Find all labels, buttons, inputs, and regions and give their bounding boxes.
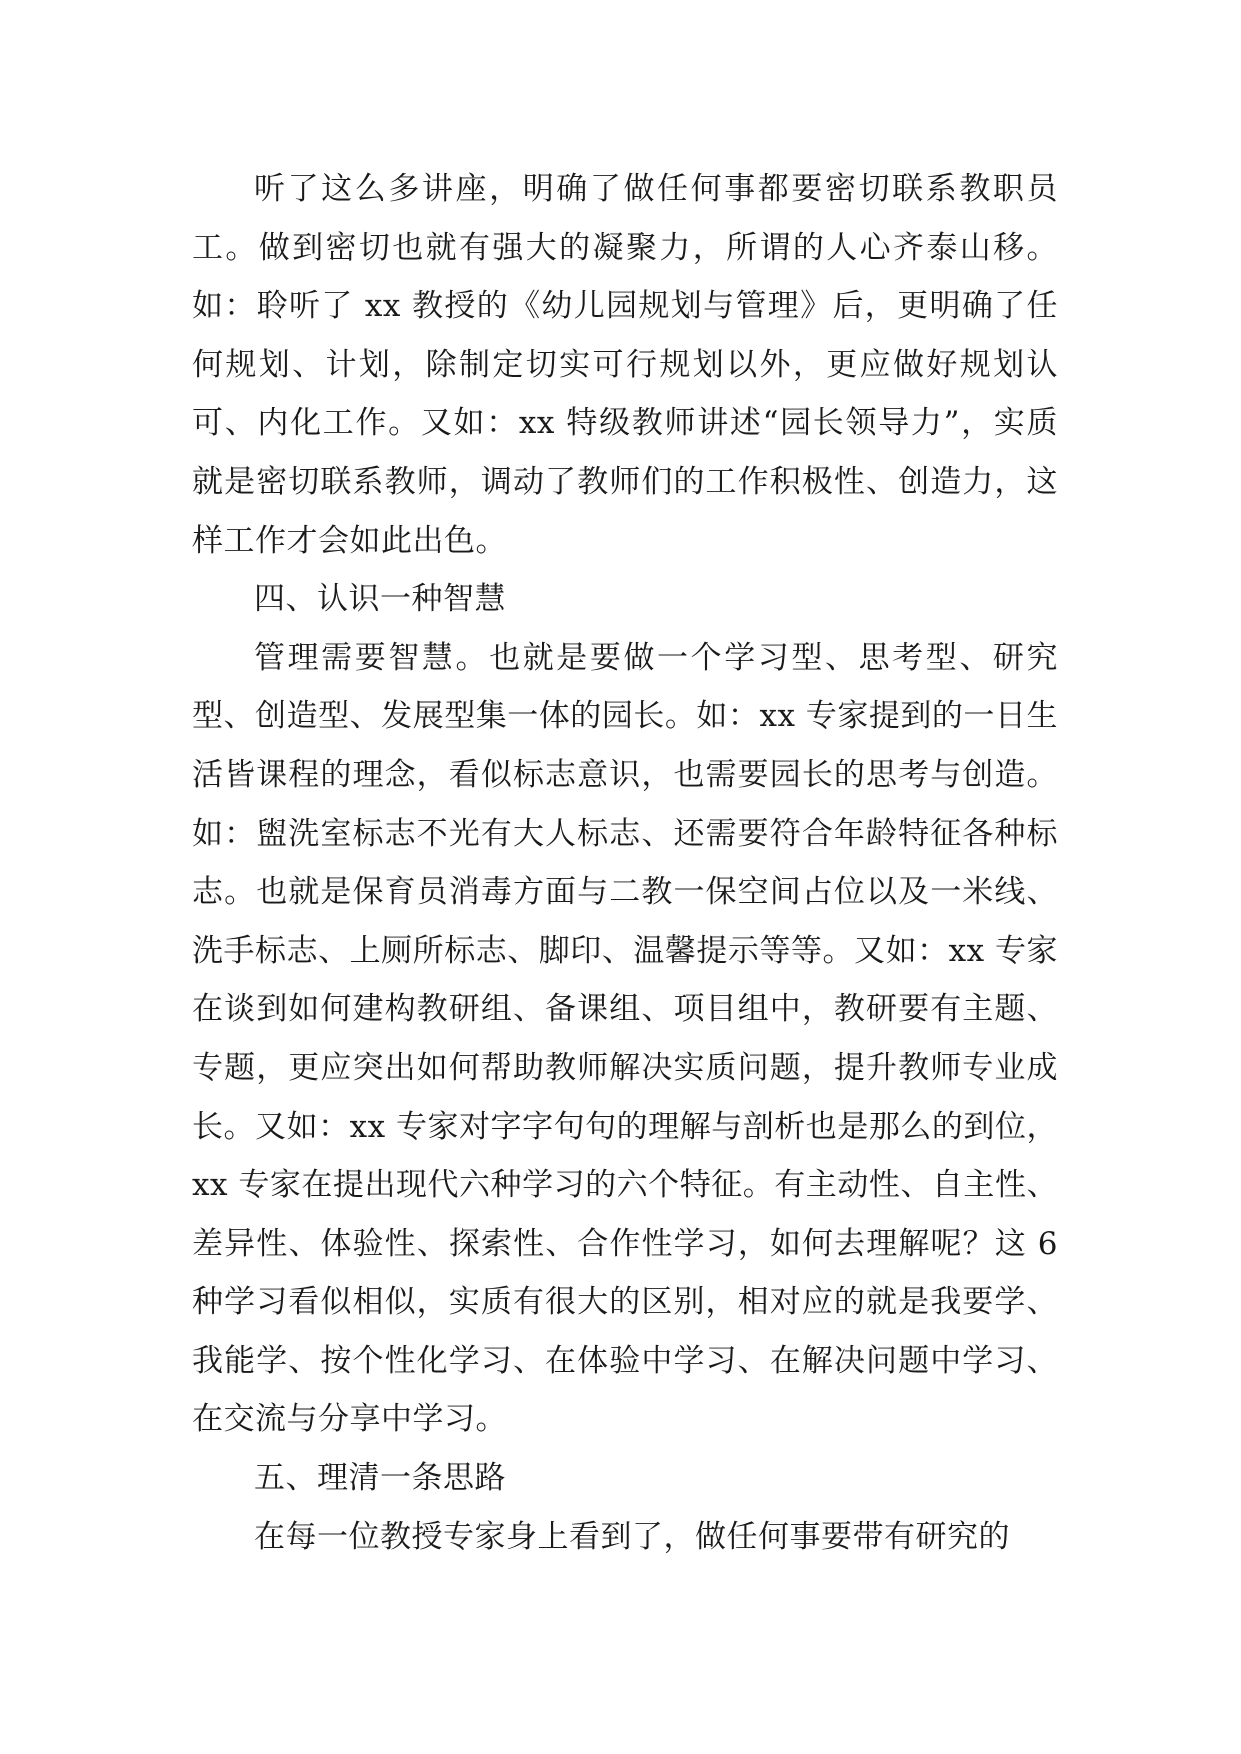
paragraph-close-contact: 听了这么多讲座，明确了做任何事都要密切联系教职员工。做到密切也就有强大的凝聚力，所谓的人心齐泰山移。如：聆听了 xx 教授的《幼儿园规划与管理》后，更明确了任何规划、计划，除制定切实可行规划以外，更应做好规划认可、内化工作。又如：xx 特级教师讲述“园长领导力”，实质就是密切联系教师，调动了教师们的工作积极性、创造力，这样工作才会如此出色。 xyxy=(192,171,1058,559)
paragraph-research-attitude: 在每一位教授专家身上看到了，做任何事要带有研究的 xyxy=(254,1518,1010,1555)
section-heading-wisdom: 四、认识一种智慧 xyxy=(254,581,506,618)
section-heading-clear-thinking: 五、理清一条思路 xyxy=(254,1460,506,1497)
document-body xyxy=(192,160,1058,1566)
paragraph-management-wisdom: 管理需要智慧。也就是要做一个学习型、思考型、研究型、创造型、发展型集一体的园长。如：xx 专家提到的一日生活皆课程的理念，看似标志意识，也需要园长的思考与创造。如：盥洗室标志不光有大人标志、还需要符合年龄特征各种标志。也就是保育员消毒方面与二教一保空间占位以及一米线、洗手标志、上厕所标志、脚印、温馨提示等等。又如：xx 专家在谈到如何建构教研组、备课组、项目组中，教研要有主题、专题，更应突出如何帮助教师解决实质问题，提升教师专业成长。又如：xx 专家对字字句句的理解与剖析也是那么的到位，xx 专家在提出现代六种学习的六个特征。有主动性、自主性、差异性、体验性、探索性、合作性学习，如何去理解呢？这 6 种学习看似相似，实质有很大的区别，相对应的就是我要学、我能学、按个性化学习、在体验中学习、在解决问题中学习、在交流与分享中学习。 xyxy=(192,639,1058,1438)
